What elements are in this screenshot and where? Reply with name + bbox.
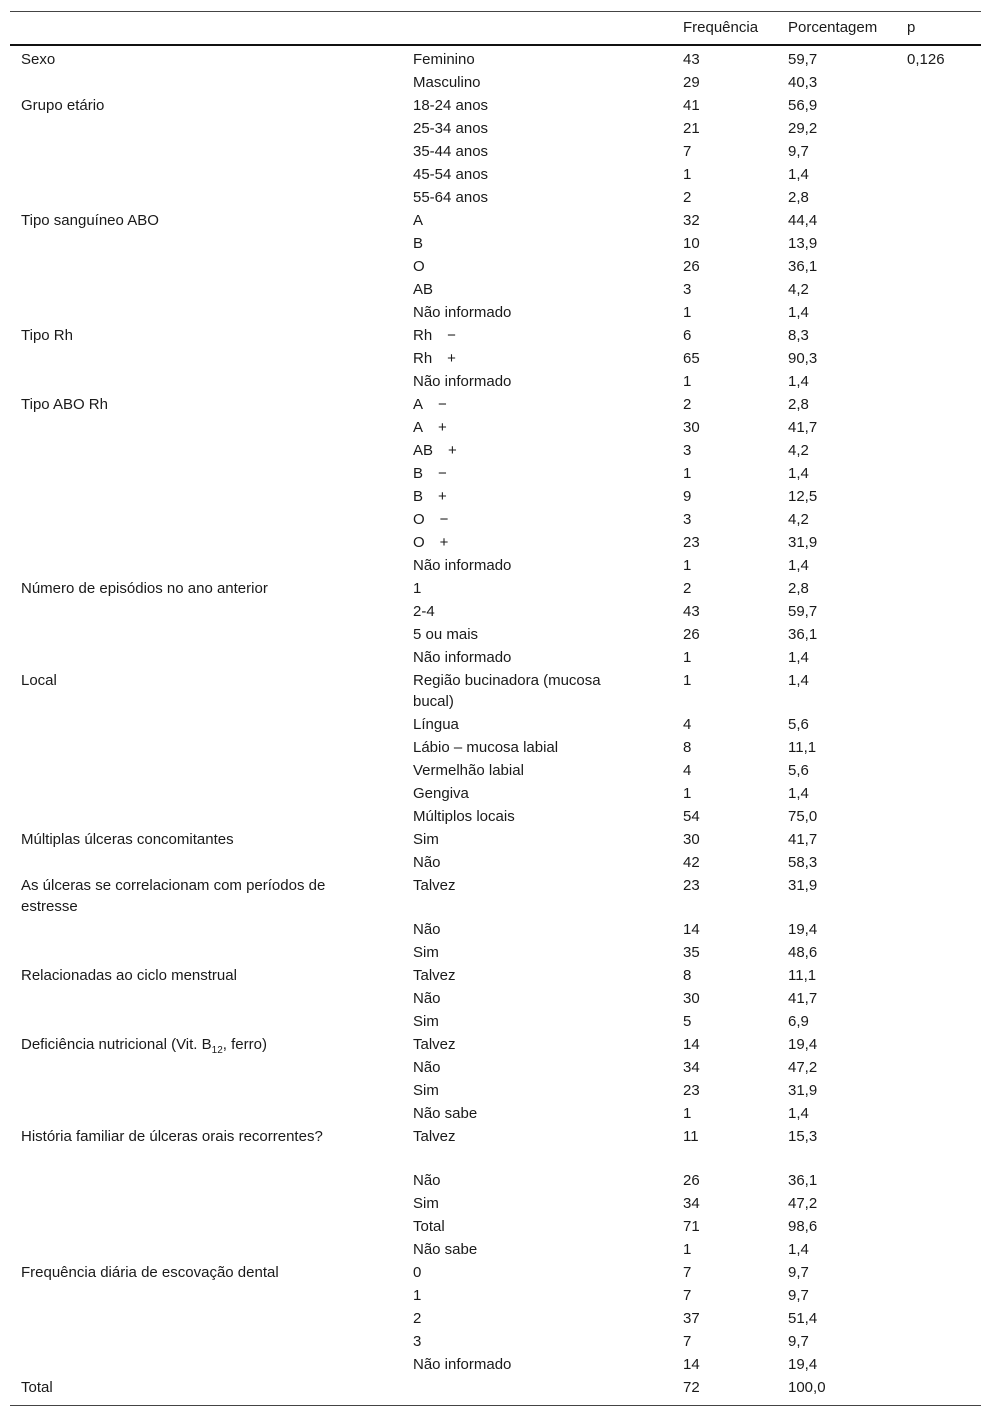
row-porcentagem: 1,4 — [788, 649, 809, 666]
row-frequencia: 2 — [683, 396, 692, 413]
row-porcentagem: 1,4 — [788, 166, 809, 183]
row-frequencia: 26 — [683, 1172, 700, 1189]
row-category: Não informado — [413, 557, 512, 574]
row-frequencia: 30 — [683, 831, 700, 848]
row-category: AB + — [413, 442, 457, 459]
row-frequencia: 14 — [683, 1356, 700, 1373]
row-frequencia: 30 — [683, 419, 700, 436]
row-porcentagem: 1,4 — [788, 1105, 809, 1122]
table-row — [10, 393, 981, 416]
table-row — [10, 1056, 981, 1079]
row-porcentagem: 4,2 — [788, 281, 809, 298]
row-frequencia: 1 — [683, 1105, 692, 1122]
table-row — [10, 736, 981, 759]
table-row — [10, 782, 981, 805]
row-porcentagem: 1,4 — [788, 785, 809, 802]
table-row — [10, 71, 981, 94]
row-porcentagem: 59,7 — [788, 603, 818, 620]
row-frequencia: 71 — [683, 1218, 700, 1235]
row-porcentagem: 19,4 — [788, 1356, 818, 1373]
row-porcentagem: 56,9 — [788, 97, 818, 114]
row-frequencia: 34 — [683, 1059, 700, 1076]
row-variable-label: Múltiplas úlceras concomitantes — [21, 831, 234, 848]
row-porcentagem: 41,7 — [788, 419, 818, 436]
row-porcentagem: 90,3 — [788, 350, 818, 367]
row-frequencia: 21 — [683, 120, 700, 137]
table-row — [10, 941, 981, 964]
row-frequencia: 9 — [683, 488, 692, 505]
row-porcentagem: 47,2 — [788, 1195, 818, 1212]
row-porcentagem: 9,7 — [788, 1264, 809, 1281]
row-porcentagem: 29,2 — [788, 120, 818, 137]
row-category: Não — [413, 854, 441, 871]
row-porcentagem: 48,6 — [788, 944, 818, 961]
row-category: O — [413, 258, 425, 275]
table-row — [10, 1284, 981, 1307]
row-category: Não — [413, 921, 441, 938]
row-variable-label: Tipo Rh — [21, 327, 73, 344]
row-category: 25-34 anos — [413, 120, 489, 137]
row-porcentagem: 75,0 — [788, 808, 818, 825]
header-porcentagem: Porcentagem — [788, 19, 878, 36]
table-row — [10, 805, 981, 828]
row-frequencia: 34 — [683, 1195, 700, 1212]
table-row — [10, 577, 981, 600]
row-category: 1 — [413, 1287, 422, 1304]
row-porcentagem: 100,0 — [788, 1379, 826, 1396]
row-frequencia: 43 — [683, 603, 700, 620]
row-porcentagem: 44,4 — [788, 212, 818, 229]
table-row — [10, 964, 981, 987]
row-frequencia: 8 — [683, 739, 692, 756]
row-frequencia: 1 — [683, 1241, 692, 1258]
row-porcentagem: 12,5 — [788, 488, 818, 505]
table-row — [10, 186, 981, 209]
table-row — [10, 1330, 981, 1353]
row-porcentagem: 5,6 — [788, 716, 809, 733]
row-category: Gengiva — [413, 785, 469, 802]
table-row — [10, 1192, 981, 1215]
table-header — [10, 12, 981, 44]
row-variable-label: Relacionadas ao ciclo menstrual — [21, 967, 237, 984]
row-porcentagem: 2,8 — [788, 189, 809, 206]
row-porcentagem: 4,2 — [788, 511, 809, 528]
row-p-value: 0,126 — [907, 51, 945, 68]
table-row — [10, 874, 981, 918]
row-porcentagem: 51,4 — [788, 1310, 818, 1327]
row-category: Sim — [413, 831, 439, 848]
table-row — [10, 1033, 981, 1056]
row-porcentagem: 5,6 — [788, 762, 809, 779]
table-row — [10, 140, 981, 163]
row-category: Rh − — [413, 327, 456, 344]
row-frequencia: 4 — [683, 716, 692, 733]
table-row — [10, 623, 981, 646]
table-row — [10, 301, 981, 324]
table-row — [10, 48, 981, 71]
row-category: B + — [413, 488, 447, 505]
row-category: Não — [413, 1059, 441, 1076]
row-category: Talvez — [413, 967, 456, 984]
row-variable-label: História familiar de úlceras orais recorrentes? — [21, 1128, 323, 1145]
table-row — [10, 324, 981, 347]
table-row — [10, 531, 981, 554]
row-porcentagem: 41,7 — [788, 831, 818, 848]
table-row — [10, 462, 981, 485]
row-variable-label: Tipo sanguíneo ABO — [21, 212, 159, 229]
row-frequencia: 6 — [683, 327, 692, 344]
row-frequencia: 3 — [683, 511, 692, 528]
row-porcentagem: 11,1 — [788, 967, 817, 984]
row-category: O − — [413, 511, 449, 528]
row-porcentagem: 8,3 — [788, 327, 809, 344]
row-porcentagem: 9,7 — [788, 143, 809, 160]
row-category: O + — [413, 534, 449, 551]
row-frequencia: 35 — [683, 944, 700, 961]
row-frequencia: 29 — [683, 74, 700, 91]
row-category: 1 — [413, 580, 422, 597]
table-row — [10, 1169, 981, 1192]
table-row — [10, 554, 981, 577]
table-row — [10, 669, 981, 713]
row-frequencia: 43 — [683, 51, 700, 68]
row-category: Masculino — [413, 74, 481, 91]
row-variable-label: Frequência diária de escovação dental — [21, 1264, 279, 1281]
table-row — [10, 278, 981, 301]
row-porcentagem: 19,4 — [788, 921, 818, 938]
row-category: A − — [413, 396, 447, 413]
row-porcentagem: 1,4 — [788, 373, 809, 390]
row-porcentagem: 1,4 — [788, 465, 809, 482]
table-row — [10, 485, 981, 508]
row-frequencia: 1 — [683, 672, 692, 689]
row-variable-label: Tipo ABO Rh — [21, 396, 108, 413]
row-frequencia: 2 — [683, 580, 692, 597]
data-table — [10, 11, 981, 1406]
table-row — [10, 1010, 981, 1033]
label-text: Deficiência nutricional (Vit. B — [21, 1036, 212, 1053]
row-porcentagem: 59,7 — [788, 51, 818, 68]
row-porcentagem: 1,4 — [788, 304, 809, 321]
table-row — [10, 1238, 981, 1261]
row-category: 5 ou mais — [413, 626, 479, 643]
row-frequencia: 11 — [683, 1128, 699, 1145]
label-text-after: , ferro) — [222, 1036, 267, 1053]
table-row — [10, 759, 981, 782]
row-porcentagem: 4,2 — [788, 442, 809, 459]
row-category: B — [413, 235, 424, 252]
row-porcentagem: 6,9 — [788, 1013, 809, 1030]
row-frequencia: 23 — [683, 877, 700, 894]
row-porcentagem: 1,4 — [788, 1241, 809, 1258]
row-category: Não sabe — [413, 1241, 478, 1258]
row-category: Sim — [413, 1195, 439, 1212]
row-frequencia: 23 — [683, 534, 700, 551]
row-category: Não informado — [413, 373, 512, 390]
row-frequencia: 7 — [683, 1264, 692, 1281]
table-row — [10, 370, 981, 393]
row-frequencia: 42 — [683, 854, 700, 871]
row-frequencia: 14 — [683, 1036, 700, 1053]
row-category: Não sabe — [413, 1105, 478, 1122]
row-frequencia: 32 — [683, 212, 700, 229]
row-porcentagem: 58,3 — [788, 854, 818, 871]
row-porcentagem: 19,4 — [788, 1036, 818, 1053]
row-frequencia: 14 — [683, 921, 700, 938]
row-porcentagem: 11,1 — [788, 739, 817, 756]
row-porcentagem: 2,8 — [788, 580, 809, 597]
row-category: Não — [413, 1172, 441, 1189]
row-frequencia: 1 — [683, 373, 692, 390]
row-variable-label: Grupo etário — [21, 97, 105, 114]
table-row — [10, 1376, 981, 1399]
table-row — [10, 255, 981, 278]
row-porcentagem: 47,2 — [788, 1059, 818, 1076]
row-category: Talvez — [413, 1128, 456, 1145]
row-frequencia: 3 — [683, 442, 692, 459]
label-subscript: 12 — [211, 1045, 223, 1056]
row-porcentagem: 31,9 — [788, 877, 818, 894]
table-row — [10, 209, 981, 232]
row-category: Talvez — [413, 877, 456, 894]
row-category: A — [413, 212, 424, 229]
table-row — [10, 1353, 981, 1376]
table-row — [10, 416, 981, 439]
table-row — [10, 232, 981, 255]
row-frequencia: 1 — [683, 304, 692, 321]
table-row — [10, 1079, 981, 1102]
row-frequencia: 1 — [683, 649, 692, 666]
row-category: AB — [413, 281, 434, 298]
table-row — [10, 508, 981, 531]
table-row — [10, 1261, 981, 1284]
table-row — [10, 851, 981, 874]
row-porcentagem: 13,9 — [788, 235, 818, 252]
row-porcentagem: 36,1 — [788, 258, 818, 275]
row-variable-label: Número de episódios no ano anterior — [21, 580, 268, 597]
row-porcentagem: 36,1 — [788, 1172, 818, 1189]
row-variable-label — [21, 1034, 386, 1055]
table-row — [10, 918, 981, 941]
row-variable-label: Total — [21, 1379, 53, 1396]
table-row — [10, 117, 981, 140]
row-category: 2-4 — [413, 603, 435, 620]
row-category: Talvez — [413, 1036, 456, 1053]
row-category: Múltiplos locais — [413, 808, 515, 825]
table-row — [10, 646, 981, 669]
row-frequencia: 72 — [683, 1379, 700, 1396]
row-variable-label: Local — [21, 672, 57, 689]
row-porcentagem: 31,9 — [788, 1082, 818, 1099]
row-porcentagem: 9,7 — [788, 1287, 809, 1304]
row-category: 45-54 anos — [413, 166, 489, 183]
row-frequencia: 23 — [683, 1082, 700, 1099]
row-frequencia: 7 — [683, 1333, 692, 1350]
row-category: Rh + — [413, 350, 456, 367]
row-category: Não — [413, 990, 441, 1007]
table-row — [10, 163, 981, 186]
row-category: Lábio – mucosa labial — [413, 739, 559, 756]
header-p: p — [907, 19, 916, 36]
row-porcentagem: 15,3 — [788, 1128, 818, 1145]
table-row — [10, 1125, 981, 1169]
row-frequencia: 3 — [683, 281, 692, 298]
row-category: 2 — [413, 1310, 422, 1327]
row-frequencia: 1 — [683, 465, 692, 482]
row-porcentagem: 36,1 — [788, 626, 818, 643]
row-porcentagem: 2,8 — [788, 396, 809, 413]
row-category: 18-24 anos — [413, 97, 489, 114]
row-frequencia: 1 — [683, 785, 692, 802]
row-category: Total — [413, 1218, 445, 1235]
row-porcentagem: 98,6 — [788, 1218, 818, 1235]
row-category: Língua — [413, 716, 459, 733]
row-category: Vermelhão labial — [413, 762, 524, 779]
row-category: Não informado — [413, 304, 512, 321]
row-frequencia: 7 — [683, 143, 692, 160]
row-frequencia: 1 — [683, 166, 692, 183]
table-row — [10, 828, 981, 851]
row-variable-label: Sexo — [21, 51, 56, 68]
table-row — [10, 1215, 981, 1238]
table-row — [10, 713, 981, 736]
table-row — [10, 347, 981, 370]
row-frequencia: 4 — [683, 762, 692, 779]
row-frequencia: 37 — [683, 1310, 700, 1327]
row-category: Feminino — [413, 51, 475, 68]
row-porcentagem: 40,3 — [788, 74, 818, 91]
row-frequencia: 65 — [683, 350, 700, 367]
table-row — [10, 1102, 981, 1125]
row-frequencia: 41 — [683, 97, 700, 114]
row-porcentagem: 41,7 — [788, 990, 818, 1007]
row-category: B − — [413, 465, 447, 482]
row-category: A + — [413, 419, 447, 436]
table-row — [10, 439, 981, 462]
table-body — [10, 46, 981, 1405]
table-row — [10, 94, 981, 117]
row-frequencia: 10 — [683, 235, 700, 252]
row-frequencia: 54 — [683, 808, 700, 825]
row-frequencia: 1 — [683, 557, 692, 574]
row-frequencia: 26 — [683, 258, 700, 275]
row-frequencia: 7 — [683, 1287, 692, 1304]
row-category: 55-64 anos — [413, 189, 489, 206]
table-row — [10, 987, 981, 1010]
table-row — [10, 1307, 981, 1330]
row-category: Sim — [413, 1082, 439, 1099]
row-frequencia: 30 — [683, 990, 700, 1007]
row-category: Sim — [413, 1013, 439, 1030]
row-category: Região bucinadora (mucosa bucal) — [413, 672, 601, 710]
row-category: 0 — [413, 1264, 422, 1281]
row-category: Não informado — [413, 1356, 512, 1373]
row-frequencia: 8 — [683, 967, 692, 984]
row-frequencia: 2 — [683, 189, 692, 206]
row-variable-label: As úlceras se correlacionam com períodos de estresse — [21, 877, 326, 915]
row-porcentagem: 9,7 — [788, 1333, 809, 1350]
row-category: 35-44 anos — [413, 143, 489, 160]
row-porcentagem: 1,4 — [788, 557, 809, 574]
row-porcentagem: 31,9 — [788, 534, 818, 551]
row-category: Sim — [413, 944, 439, 961]
row-category: 3 — [413, 1333, 422, 1350]
row-frequencia: 26 — [683, 626, 700, 643]
table-row — [10, 600, 981, 623]
row-category: Não informado — [413, 649, 512, 666]
row-frequencia: 5 — [683, 1013, 692, 1030]
row-porcentagem: 1,4 — [788, 672, 809, 689]
header-frequencia: Frequência — [683, 19, 759, 36]
